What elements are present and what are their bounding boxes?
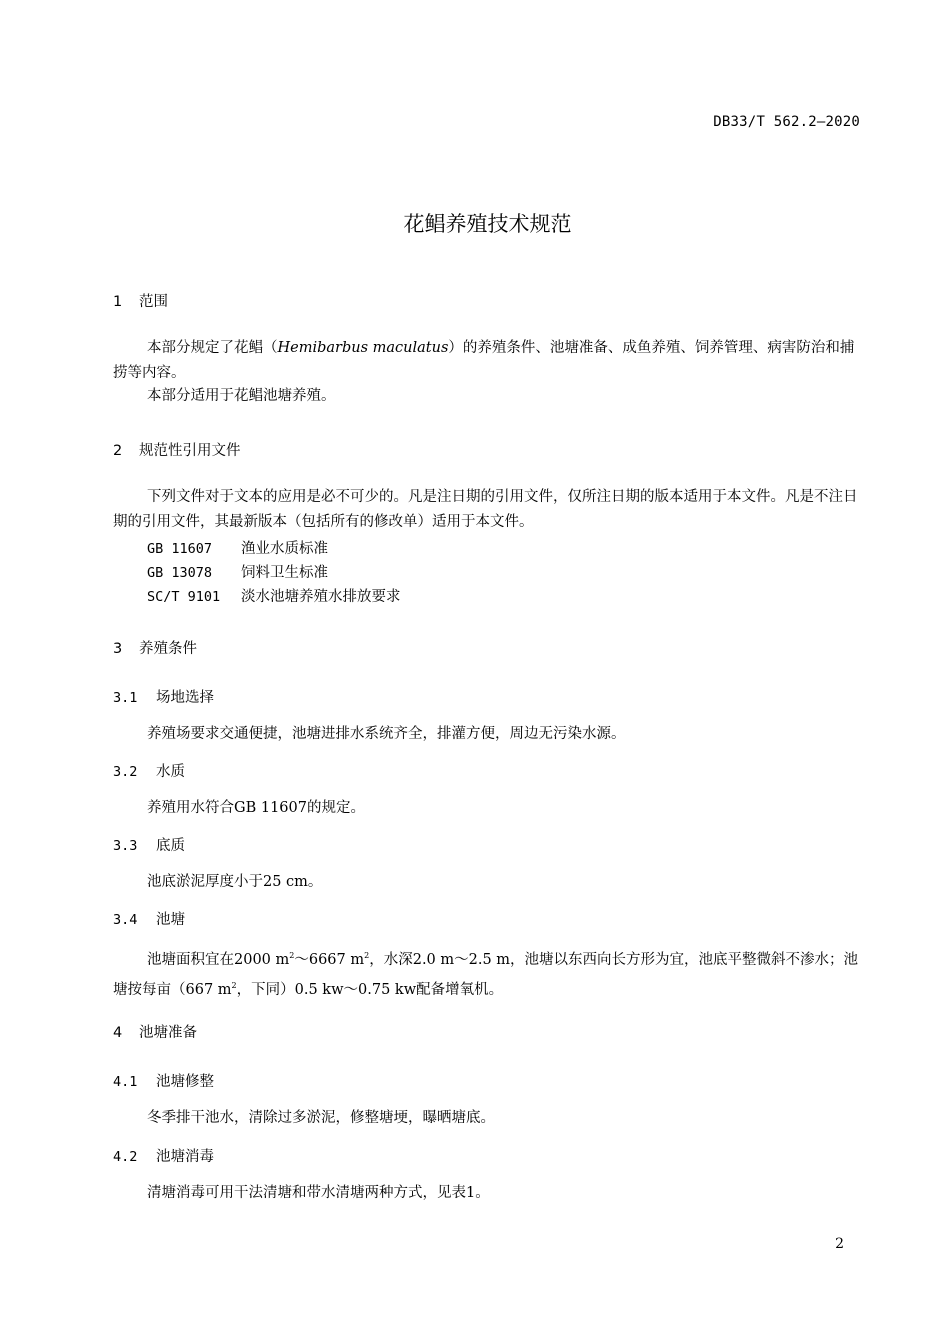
superscript: 2: [231, 981, 237, 990]
subsection-title: 水质: [156, 764, 185, 780]
subsection-number: 4.2: [113, 1149, 138, 1165]
subsection-3-3-text: 池底淤泥厚度小于25 cm。: [147, 874, 323, 890]
latin-name: Hemibarbus maculatus: [277, 340, 449, 356]
text: ，水深2.0 m～2.5 m，池塘以东西向长方形为宜，池底平整微斜不渗水；池塘按每亩（667 m: [113, 952, 859, 998]
text: 池塘面积宜在2000 m: [147, 952, 290, 968]
section-title: 规范性引用文件: [139, 443, 241, 459]
section-title: 范围: [139, 294, 168, 310]
subsection-3-4-text: [113, 943, 861, 1003]
subsection-number: 3.4: [113, 912, 138, 928]
text: 本部分规定了花鲳（: [147, 340, 278, 356]
section-1-paragraph-2: 本部分适用于花鲳池塘养殖。: [147, 388, 336, 404]
reference-name: 渔业水质标准: [241, 541, 328, 557]
section-2-paragraph-1: 下列文件对于文本的应用是必不可少的。凡是注日期的引用文件，仅所注日期的版本适用于本文件。凡是不注日期的引用文件，其最新版本（包括所有的修改单）适用于本文件。: [113, 489, 858, 530]
reference-item: [147, 561, 328, 582]
reference-item: [147, 537, 328, 558]
text: ～6667 m: [294, 952, 365, 968]
text: ）的养殖条件、池塘准备、成鱼养殖、饲养管理、病害防治和捕捞等内容。: [113, 340, 855, 381]
section-1-paragraph-1: [113, 336, 861, 386]
subsection-3-1-heading: [113, 686, 214, 707]
subsection-number: 3.3: [113, 838, 138, 854]
reference-name: 淡水池塘养殖水排放要求: [241, 589, 401, 605]
subsection-4-1-heading: [113, 1070, 214, 1091]
subsection-title: 场地选择: [156, 690, 214, 706]
section-3-heading: [113, 637, 197, 658]
subsection-3-2-heading: [113, 760, 185, 781]
section-title: 池塘准备: [139, 1025, 197, 1041]
section-4-heading: [113, 1021, 197, 1042]
subsection-title: 池塘: [156, 912, 185, 928]
reference-code: GB 11607: [147, 541, 213, 557]
subsection-4-2-text: 清塘消毒可用干法清塘和带水清塘两种方式，见表1。: [147, 1185, 490, 1201]
section-number: 3: [113, 641, 123, 657]
superscript: 2: [289, 951, 295, 960]
section-number: 4: [113, 1025, 123, 1041]
reference-code: GB 13078: [147, 565, 213, 581]
reference-code: SC/T 9101: [147, 589, 221, 605]
section-number: 2: [113, 443, 123, 459]
text: ，下同）0.5 kw～0.75 kw配备增氧机。: [236, 982, 504, 998]
subsection-3-4-heading: [113, 908, 185, 929]
subsection-title: 底质: [156, 838, 185, 854]
subsection-3-3-heading: [113, 834, 185, 855]
page-number: 2: [835, 1236, 844, 1252]
reference-name: 饲料卫生标准: [241, 565, 328, 581]
document-title: 花鲳养殖技术规范: [403, 212, 572, 236]
section-1-heading: [113, 290, 168, 311]
section-2-heading: [113, 439, 241, 460]
subsection-3-2-text: 养殖用水符合GB 11607的规定。: [147, 800, 365, 816]
subsection-number: 3.1: [113, 690, 138, 706]
subsection-title: 池塘修整: [156, 1074, 214, 1090]
subsection-4-1-text: 冬季排干池水，清除过多淤泥，修整塘埂，曝晒塘底。: [147, 1110, 495, 1126]
superscript: 2: [364, 951, 370, 960]
section-title: 养殖条件: [139, 641, 197, 657]
subsection-title: 池塘消毒: [156, 1149, 214, 1165]
reference-item: [147, 585, 401, 606]
standard-number: DB33/T 562.2—2020: [713, 114, 860, 130]
subsection-3-1-text: 养殖场要求交通便捷，池塘进排水系统齐全，排灌方便，周边无污染水源。: [147, 726, 626, 742]
subsection-4-2-heading: [113, 1145, 214, 1166]
subsection-number: 3.2: [113, 764, 138, 780]
section-number: 1: [113, 294, 123, 310]
subsection-number: 4.1: [113, 1074, 138, 1090]
